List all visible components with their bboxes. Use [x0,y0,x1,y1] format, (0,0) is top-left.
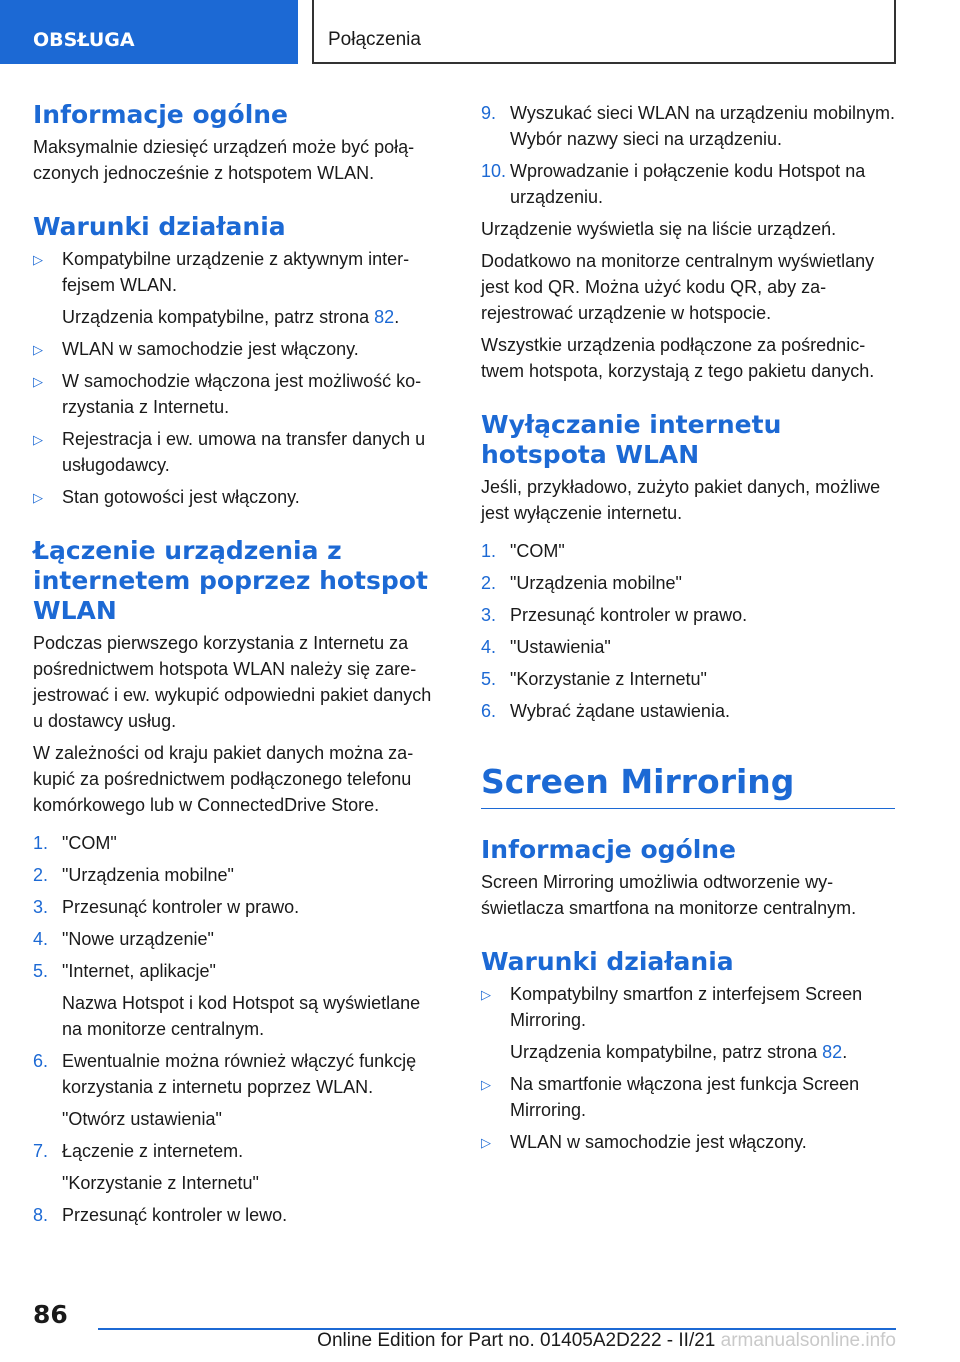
conditions-list [33,246,445,510]
edition-text: Online Edition for Part no. 01405A2D222 - II/21 [317,1330,716,1351]
triangle-right-outline-icon: ▷ [481,1077,491,1092]
list-item: ▷ Kompatybilne urządzenie z aktywnym interfejsem WLAN. Urządzenia kompatybilne, patrz strona 82. [33,246,445,330]
disable-hotspot-text: Jeśli, przykładowo, zużyto pakiet danych, możliwe jest wyłączenie internetu. [481,477,881,523]
list-item: ▷ Rejestracja i ew. umowa na transfer danych u usługodawcy. [33,429,426,475]
section-tab [0,0,298,64]
heading-operating-conditions: Warunki działania [33,212,286,241]
device-list-text: Urządzenie wyświetla się na liście urządzeń. [481,219,837,239]
triangle-right-outline-icon: ▷ [33,252,43,267]
list-item: 7. Łączenie z internetem. "Korzystanie z Internetu" [33,1141,259,1193]
list-item: 5. "Korzystanie z Internetu" [481,669,707,689]
list-item: 6. Ewentualnie można również włączyć funkcję korzystania z internetu poprzez WLAN. "Otwórz ustawienia" [33,1051,417,1129]
cross-reference: Urządzenia kompatybilne, patrz strona 82. [510,1042,848,1062]
list-item: 4. "Nowe urządzenie" [33,929,214,949]
mirroring-info-text: Screen Mirroring umożliwia odtworzenie wyświetlacza smartfona na monitorze centralnym. [481,872,857,918]
triangle-right-outline-icon: ▷ [481,1135,491,1150]
qr-code-text: Dodatkowo na monitorze centralnym wyświetlany jest kod QR. Można użyć kodu QR, aby zarejestrować urządzenie w hotspocie. [481,251,875,323]
mirroring-conditions-list [481,981,895,1155]
page-link[interactable]: 82 [374,307,395,327]
list-item: 1. "COM" [481,541,565,561]
list-item: 10. Wprowadzanie i połączenie kodu Hotspot na urządzeniu. [481,161,866,207]
data-package-text: Wszystkie urządzenia podłączone za pośrednictwem hotspota, korzystają z tego pakietu danych. [481,335,875,381]
watermark-text: armanualsonline.info [720,1330,896,1351]
general-info-text: Maksymalnie dziesięć urządzeń może być połączonych jednocześnie z hotspotem WLAN. [33,137,415,183]
triangle-right-outline-icon: ▷ [33,342,43,357]
list-item: 2. "Urządzenia mobilne" [481,573,682,593]
list-item: ▷ WLAN w samochodzie jest włączony. [33,336,445,362]
list-item: 5. "Internet, aplikacje" Nazwa Hotspot i kod Hotspot są wyświetlane na monitorze centralnym. [33,961,421,1039]
cross-reference: Urządzenia kompatybilne, patrz strona 82. [62,307,400,327]
page-number: 86 [33,1300,68,1329]
hotspot-text-1: Podczas pierwszego korzystania z Internetu za pośrednictwem hotspota WLAN należy się zarejestrować i ew. wykupić odpowiedni pakiet danych u dostawcy usług. [33,633,432,731]
list-item: ▷ Kompatybilny smartfon z interfejsem Screen Mirroring. Urządzenia kompatybilne, patrz strona 82. [481,981,895,1065]
list-item: 9. Wyszukać sieci WLAN na urządzeniu mobilnym. Wybór nazwy sieci na urządzeniu. [481,103,895,149]
triangle-right-outline-icon: ▷ [33,432,43,447]
list-item: 2. "Urządzenia mobilne" [33,865,234,885]
right-column [481,100,895,1161]
hotspot-steps [33,830,445,1228]
list-item: 3. Przesunąć kontroler w prawo. [33,897,300,917]
triangle-right-outline-icon: ▷ [33,374,43,389]
list-item: 8. Przesunąć kontroler w lewo. [33,1205,288,1225]
list-item: ▷ Stan gotowości jest włączony. [33,484,445,510]
list-item: 4. "Ustawienia" [481,637,611,657]
heading-mirroring-info: Informacje ogólne [481,835,737,864]
list-item: ▷ WLAN w samochodzie jest włączony. [481,1129,895,1155]
hotspot-text-2: W zależności od kraju pakiet danych można zakupić za pośrednictwem podłączonego telefonu komórkowego lub w ConnectedDrive Store. [33,743,414,815]
footer-edition [98,1330,896,1352]
section-title: OBSŁUGA [33,29,135,51]
page-link[interactable]: 82 [822,1042,843,1062]
triangle-right-outline-icon: ▷ [481,987,491,1002]
list-item: ▷ Na smartfonie włączona jest funkcja Screen Mirroring. [481,1074,860,1120]
list-item: ▷ W samochodzie włączona jest możliwość korzystania z Internetu. [33,371,422,417]
heading-mirroring-conditions: Warunki działania [481,947,734,976]
list-item: 1. "COM" [33,833,117,853]
chapter-title: Połączenia [328,29,421,50]
disable-steps [481,538,895,724]
triangle-right-outline-icon: ▷ [33,490,43,505]
list-item: 3. Przesunąć kontroler w prawo. [481,605,748,625]
chapter-heading-screen-mirroring: Screen Mirroring [481,760,895,809]
heading-disable-hotspot: Wyłączanie internetu hotspota WLAN [481,410,782,469]
left-column [33,100,445,1234]
hotspot-steps-continued [481,100,895,210]
list-item: 6. Wybrać żądane ustawienia. [481,701,730,721]
chapter-tab [312,0,896,64]
heading-general-info: Informacje ogólne [33,100,289,129]
heading-hotspot-connect: Łączenie urządzenia z internetem poprzez hotspot WLAN [33,536,428,625]
